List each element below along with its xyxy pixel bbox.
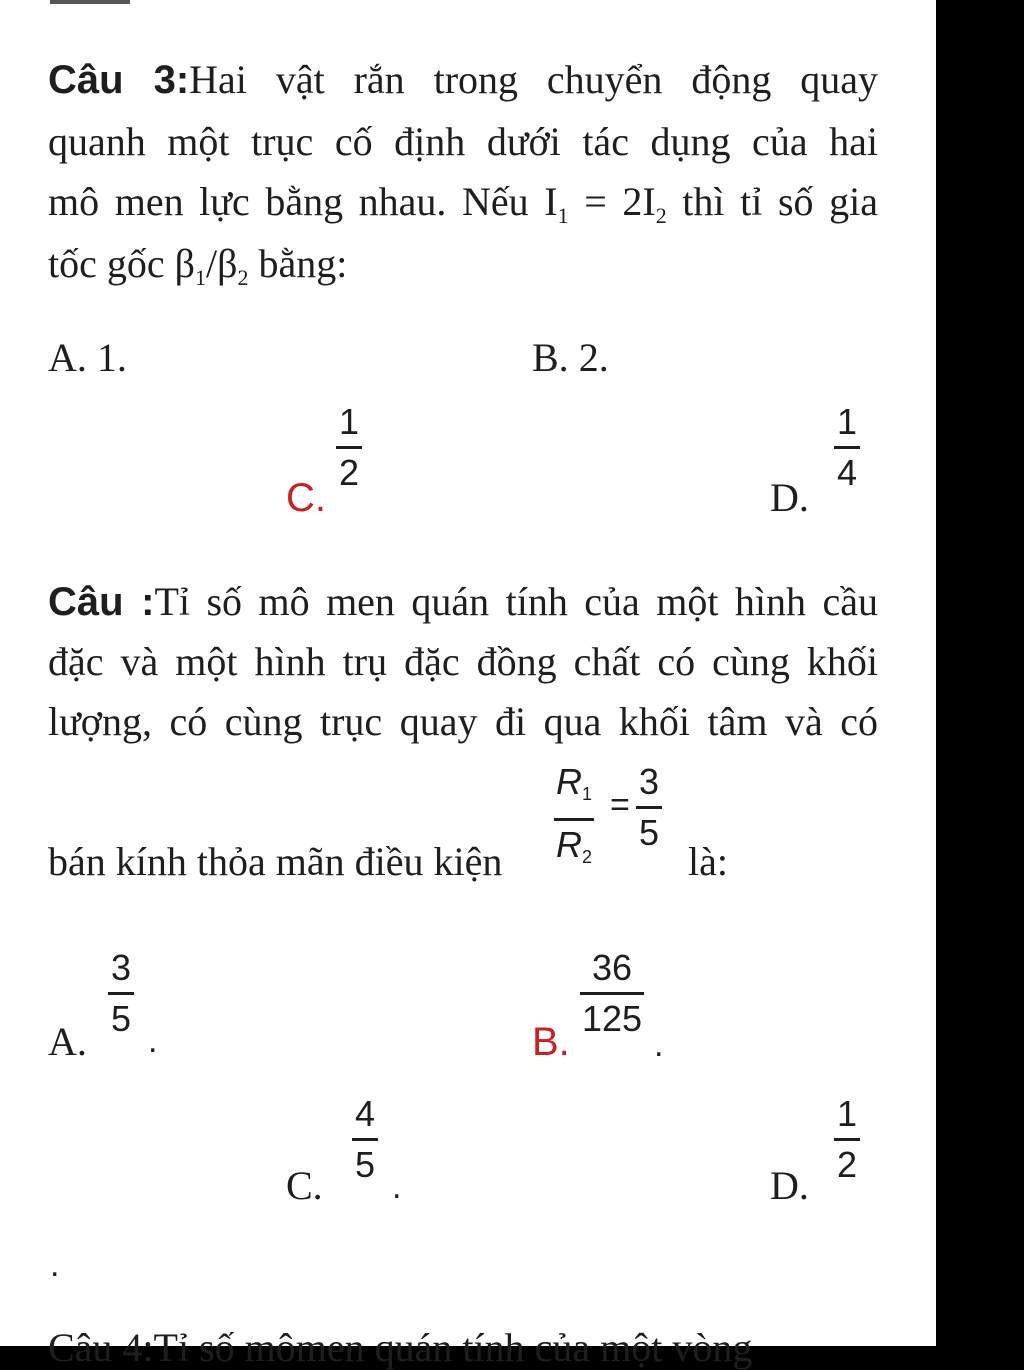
q-next-option-c-fraction bbox=[352, 1093, 378, 1185]
q3-line-4: tốc gốc $\beta_1/\beta_2$ bằng: bbox=[48, 241, 348, 290]
numerator: 36 bbox=[591, 947, 633, 988]
q-next-line-4-end: là: bbox=[688, 839, 728, 884]
q-next-option-b-dot: . bbox=[654, 1026, 664, 1064]
numerator: 3 bbox=[638, 761, 660, 802]
fraction-bar bbox=[834, 1138, 860, 1141]
numerator: R1 bbox=[555, 761, 592, 804]
q3-option-d-letter: D. bbox=[770, 475, 809, 520]
denominator: R2 bbox=[555, 824, 592, 867]
condition-left-fraction bbox=[554, 761, 594, 875]
condition-right-fraction bbox=[636, 761, 662, 853]
q3-line-1: Câu 3:Hai vật rắn trong chuyển động quay bbox=[48, 57, 878, 102]
denominator: 5 bbox=[354, 1144, 376, 1185]
q-next-option-d-fraction bbox=[834, 1093, 860, 1185]
numerator: 1 bbox=[836, 401, 858, 442]
fraction-bar bbox=[352, 1138, 378, 1141]
q-next-label: Câu : bbox=[48, 580, 155, 624]
q-next-line-2: đặc và một hình trụ đặc đồng chất có cùng khối bbox=[48, 639, 878, 684]
denominator: 125 bbox=[581, 998, 643, 1039]
numerator: 3 bbox=[110, 947, 132, 988]
q-next-line-1: Câu :Tỉ số mô men quán tính của một hình cầu bbox=[48, 579, 879, 624]
denominator: 2 bbox=[338, 452, 360, 493]
q3-line-3: mô men lực bằng nhau. Nếu $I_1 = 2I_2$ thì tỉ số gia bbox=[48, 179, 878, 228]
trailing-dot: . bbox=[50, 1246, 60, 1284]
q3-option-d-fraction bbox=[834, 401, 860, 493]
numerator: 4 bbox=[354, 1093, 376, 1134]
numerator: 1 bbox=[338, 401, 360, 442]
q-next-line-3: lượng, có cùng trục quay đi qua khối tâm và có bbox=[48, 699, 878, 744]
q3-line-2: quanh một trục cố định dưới tác dụng của hai bbox=[48, 119, 878, 164]
condition-equals: = bbox=[610, 786, 630, 824]
q-next-option-b-letter: B. bbox=[532, 1020, 570, 1064]
q3-option-a: A. 1. bbox=[48, 335, 127, 380]
q-next-option-b-fraction bbox=[580, 947, 644, 1039]
q-next-option-a-letter: A. bbox=[48, 1019, 87, 1064]
q3-option-c-fraction bbox=[336, 401, 362, 493]
q-next-option-a-dot: . bbox=[148, 1022, 158, 1060]
fraction-bar bbox=[834, 446, 860, 449]
top-cropped-text bbox=[50, 0, 130, 4]
denominator: 4 bbox=[836, 452, 858, 493]
q-next-line-4: bán kính thỏa mãn điều kiện bbox=[48, 839, 503, 884]
fraction-bar bbox=[636, 806, 662, 809]
q-next-option-a-fraction bbox=[108, 947, 134, 1039]
denominator: 5 bbox=[110, 998, 132, 1039]
q3-option-b: B. 2. bbox=[532, 335, 609, 380]
denominator: 2 bbox=[836, 1144, 858, 1185]
fraction-bar bbox=[580, 992, 644, 995]
q3-label: Câu 3: bbox=[48, 58, 190, 102]
denominator: 5 bbox=[638, 812, 660, 853]
fraction-bar bbox=[554, 818, 594, 821]
q3-option-c-letter: C. bbox=[286, 476, 326, 520]
fraction-bar bbox=[108, 992, 134, 995]
fraction-bar bbox=[336, 446, 362, 449]
cropped-next-question: Câu 4:Tỉ số mômen quán tính của một vòng bbox=[48, 1325, 753, 1370]
numerator: 1 bbox=[836, 1093, 858, 1134]
q-next-option-c-letter: C. bbox=[286, 1163, 323, 1208]
q-next-option-d-letter: D. bbox=[770, 1163, 809, 1208]
q-next-option-c-dot: . bbox=[392, 1168, 402, 1206]
